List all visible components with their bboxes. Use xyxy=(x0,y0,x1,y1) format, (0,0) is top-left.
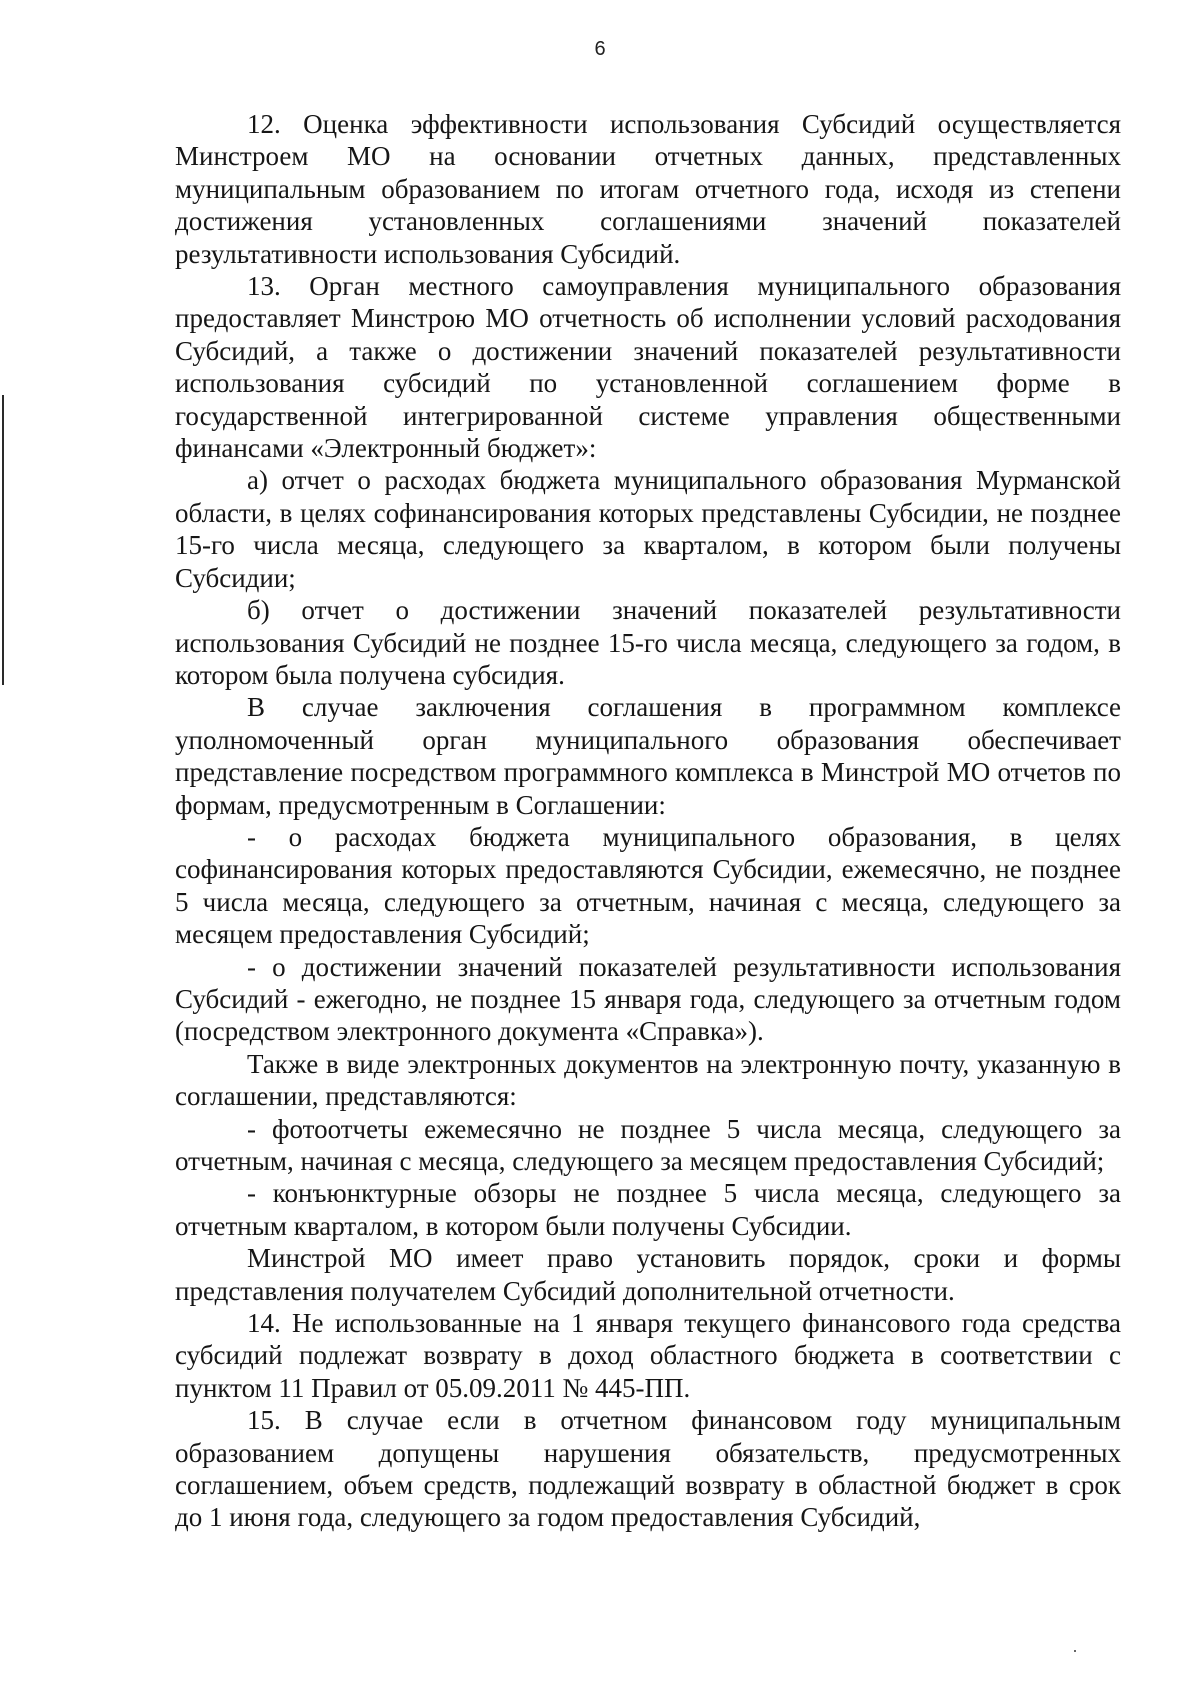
scan-speck xyxy=(1074,1650,1076,1652)
page-number: 6 xyxy=(594,38,606,60)
paragraph-13-b: б) отчет о достижении значений показателей результативности использования Субсидий не позднее 15-го числа месяца, следующего за годом, в котором была получена субсидия. xyxy=(175,595,1121,690)
list-item-expenses-report: - о расходах бюджета муниципального образования, в целях софинансирования которых предоставляются Субсидии, ежемесячно, не позднее 5 числа месяца, следующего за отчетным, начиная с месяца, следующего за месяцем предоставления Субсидий; xyxy=(175,821,1121,950)
paragraph-12: 12. Оценка эффективности использования Субсидий осуществляется Минстроем МО на основании отчетных данных, представленных муниципальным образованием по итогам отчетного года, исходя из степени достижения установленных соглашениями значений показателей результативности использования Субсидий. xyxy=(175,109,1121,269)
document-body xyxy=(175,108,1121,1534)
paragraph-email-documents: Также в виде электронных документов на электронную почту, указанную в соглашении, представляются: xyxy=(175,1048,1121,1112)
paragraph-additional-reporting: Минстрой МО имеет право установить порядок, сроки и формы представления получателем Субсидий дополнительной отчетности. xyxy=(175,1243,1121,1306)
list-item-photo-reports: - фотоотчеты ежемесячно не позднее 5 числа месяца, следующего за отчетным, начиная с месяца, следующего за месяцем предоставления Субсидий; xyxy=(175,1113,1121,1176)
paragraph-software-complex: В случае заключения соглашения в программном комплексе уполномоченный орган муниципального образования обеспечивает представление посредством программного комплекса в Минстрой МО отчетов по формам, предусмотренным в Соглашении: xyxy=(175,692,1121,820)
paragraph-14: 14. Не использованные на 1 января текущего финансового года средства субсидий подлежат возврату в доход областного бюджета в соответствии с пунктом 11 Правил от 05.09.2011 № 445-ПП. xyxy=(175,1308,1121,1403)
list-item-market-reviews: - конъюнктурные обзоры не позднее 5 числа месяца, следующего за отчетным кварталом, в котором были получены Субсидии. xyxy=(175,1178,1121,1241)
scan-edge-mark xyxy=(2,395,4,685)
list-item-indicators-report: - о достижении значений показателей результативности использования Субсидий - ежегодно, не позднее 15 января года, следующего за отчетным годом (посредством электронного документа «Справка»). xyxy=(175,951,1121,1047)
paragraph-13-a: а) отчет о расходах бюджета муниципального образования Мурманской области, в целях софинансирования которых представлены Субсидии, не позднее 15-го числа месяца, следующего за кварталом, в котором были получены Субсидии; xyxy=(175,465,1121,593)
paragraph-13: 13. Орган местного самоуправления муниципального образования предоставляет Минстрою МО отчетность об исполнении условий расходования Субсидий, а также о достижении значений показателей результативности использования субсидий по установленной соглашением форме в государственной интегрированной системе управления общественными финансами «Электронный бюджет»: xyxy=(175,271,1121,464)
paragraph-15: 15. В случае если в отчетном финансовом году муниципальным образованием допущены нарушения обязательств, предусмотренных соглашением, объем средств, подлежащий возврату в областной бюджет в срок до 1 июня года, следующего за годом предоставления Субсидий, xyxy=(175,1405,1121,1533)
